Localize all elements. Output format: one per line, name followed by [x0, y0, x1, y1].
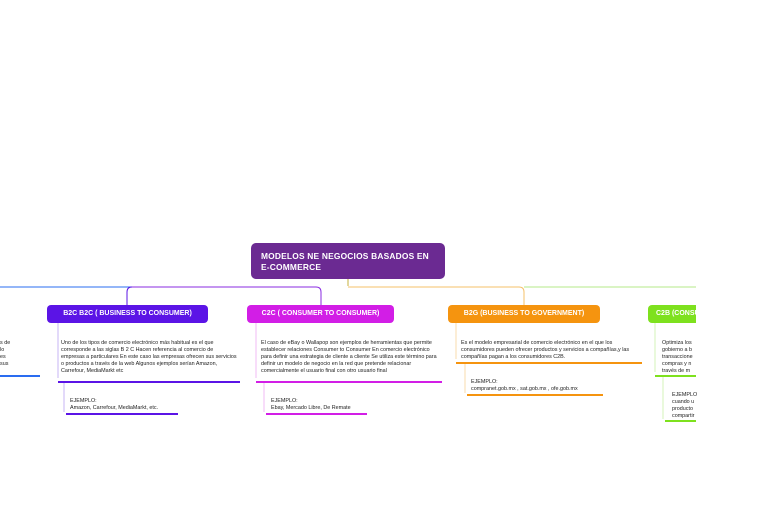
c2c-description: El caso de eBay o Wallapop son ejemplos de herramientas que permite establecer relaciones Consumer to Consumer En comercio electrónico para definir una estrategia de cliente a cliente Se utiliza este término para definir un modelo de negocio en la red que pretende relacionar comercialmente el usuario final con otro usuario final	[261, 340, 437, 374]
branch-b2c[interactable]: B2C B2C ( BUSINESS TO CONSUMER)	[47, 305, 208, 323]
left-fragment-text: s de lo es sus	[0, 340, 11, 367]
b2c-example: EJEMPLO: Amazon, Carrefour, MediaMarkt, etc.	[70, 398, 159, 411]
branch-c2c[interactable]: C2C ( CONSUMER TO CONSUMER)	[247, 305, 394, 323]
connector-b2c	[127, 287, 132, 305]
b2g-example: EJEMPLO: compranet.gob.mx , sat.gob.mx , ofe.gob.mx	[471, 379, 578, 392]
c2b-example: EJEMPLO cuando u producto compartir	[672, 392, 698, 419]
branch-b2g[interactable]: B2G (BUSINESS TO GOVERNMENT)	[448, 305, 600, 323]
root-node-title[interactable]: MODELOS NE NEGOCIOS BASADOS EN E-COMMERCE	[251, 243, 445, 279]
b2c-description: Uno de los tipos de comercio electrónico más habitual es el que corresponde a las siglas B 2 C Hacen referencia al comercio de empresas a particulares En este caso las empresas ofrecen sus servicios o productos a través de la web Algunos ejemplos serían Amazon, Carrefour, MediaMarkt etc	[61, 340, 237, 374]
connector-c2c	[132, 287, 321, 305]
c2b-description: Optimiza los gobierno a b transaccione compras y n través de m	[662, 340, 693, 374]
connector-b2g	[348, 287, 524, 305]
c2c-example: EJEMPLO: Ebay, Mercado Libre, De Remate	[271, 398, 351, 411]
b2g-description: Es el modelo empresarial de comercio electrónico en el que los consumidores pueden ofrecer productos y servicios a compañías,y las compañías pagan a los consumidores C2B.	[461, 340, 630, 360]
branch-c2b[interactable]: C2B (CONSUMER TO BUSINESS)	[648, 305, 696, 323]
